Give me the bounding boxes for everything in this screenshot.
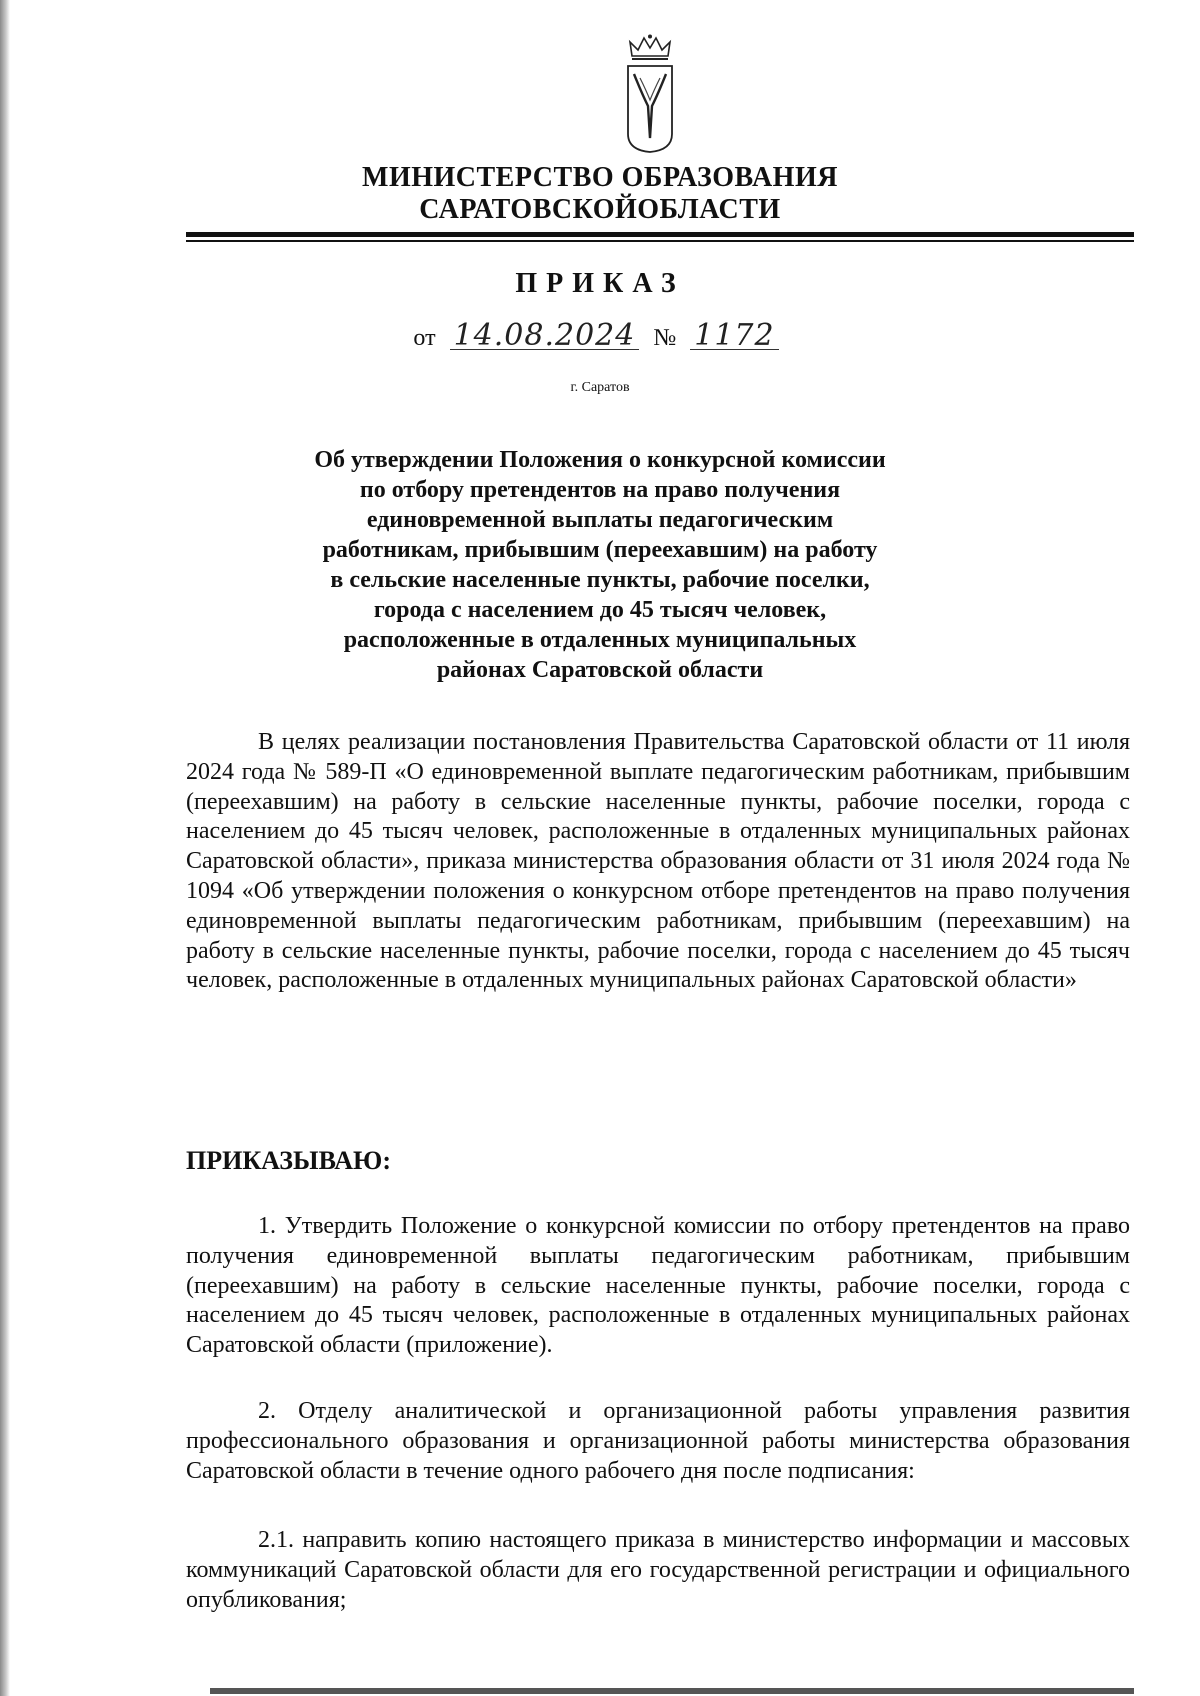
subject-line: в сельские населенные пункты, рабочие поселки, (330, 567, 870, 593)
item-2-paragraph: 2. Отделу аналитической и организационной работы управления развития профессионального образования и организационной работы министерства образования Саратовской области в течение одного рабочего дня после подписания: (186, 1398, 1130, 1484)
order-subject (260, 445, 940, 685)
preamble-paragraph: В целях реализации постановления Правительства Саратовской области от 11 июля 2024 года № 589-П «О единовременной выплате педагогическим работникам, прибывшим (переехавшим) на работу в сельские населенные пункты, рабочие поселки, города с населением до 45 тысяч человек, расположенные в отдаленных муниципальных районах Саратовской области», приказа министерства образования области от 31 июля 2024 года № 1094 «Об утверждении положения о конкурсном отборе претендентов на право получения единовременной выплаты педагогическим работникам, прибывшим (переехавшим) на работу в сельские населенные пункты, рабочие поселки, города с населением до 45 тысяч человек, расположенные в отдаленных муниципальных районах Саратовской области» (186, 729, 1130, 994)
subject-line: единовременной выплаты педагогическим (366, 507, 834, 533)
subject-line: работникам, прибывшим (переехавшим) на работу (322, 537, 878, 563)
order-date: 14.08.2024 (450, 323, 640, 350)
subject-line: Об утверждении Положения о конкурсной комиссии (314, 447, 886, 473)
number-prefix: № (653, 325, 677, 351)
subject-line: города с населением до 45 тысяч человек, (373, 597, 827, 623)
subject-line: районах Саратовской области (436, 657, 764, 683)
ministry-line-2: САРАТОВСКОЙОБЛАСТИ (419, 194, 781, 225)
order-number: 1172 (690, 323, 778, 350)
date-prefix: от (413, 325, 436, 351)
decree-heading: ПРИКАЗЫВАЮ: (186, 1146, 391, 1175)
page-bottom-edge (210, 1688, 1134, 1694)
order-date-line (0, 318, 1200, 353)
order-title: ПРИКАЗ (515, 268, 685, 299)
header-divider-thick (186, 232, 1134, 237)
item-2-1-paragraph: 2.1. направить копию настоящего приказа в министерство информации и массовых коммуникаций Саратовской области для его государственной регистрации и официального опубликования; (186, 1527, 1130, 1613)
order-city: г. Саратов (570, 380, 630, 395)
header-divider-thin (186, 240, 1134, 242)
ministry-name (0, 162, 1200, 226)
subject-line: расположенные в отдаленных муниципальных (343, 627, 857, 653)
saratov-coat-of-arms-icon (622, 34, 678, 154)
subject-line: по отбору претендентов на право получения (359, 477, 841, 503)
item-1-paragraph: 1. Утвердить Положение о конкурсной комиссии по отбору претендентов на право получения единовременной выплаты педагогическим работникам, прибывшим (переехавшим) на работу в сельские населенные пункты, рабочие поселки, города с населением до 45 тысяч человек, расположенные в отдаленных муниципальных районах Саратовской области (приложение). (186, 1213, 1130, 1359)
ministry-line-1: МИНИСТЕРСТВО ОБРАЗОВАНИЯ (362, 162, 838, 193)
